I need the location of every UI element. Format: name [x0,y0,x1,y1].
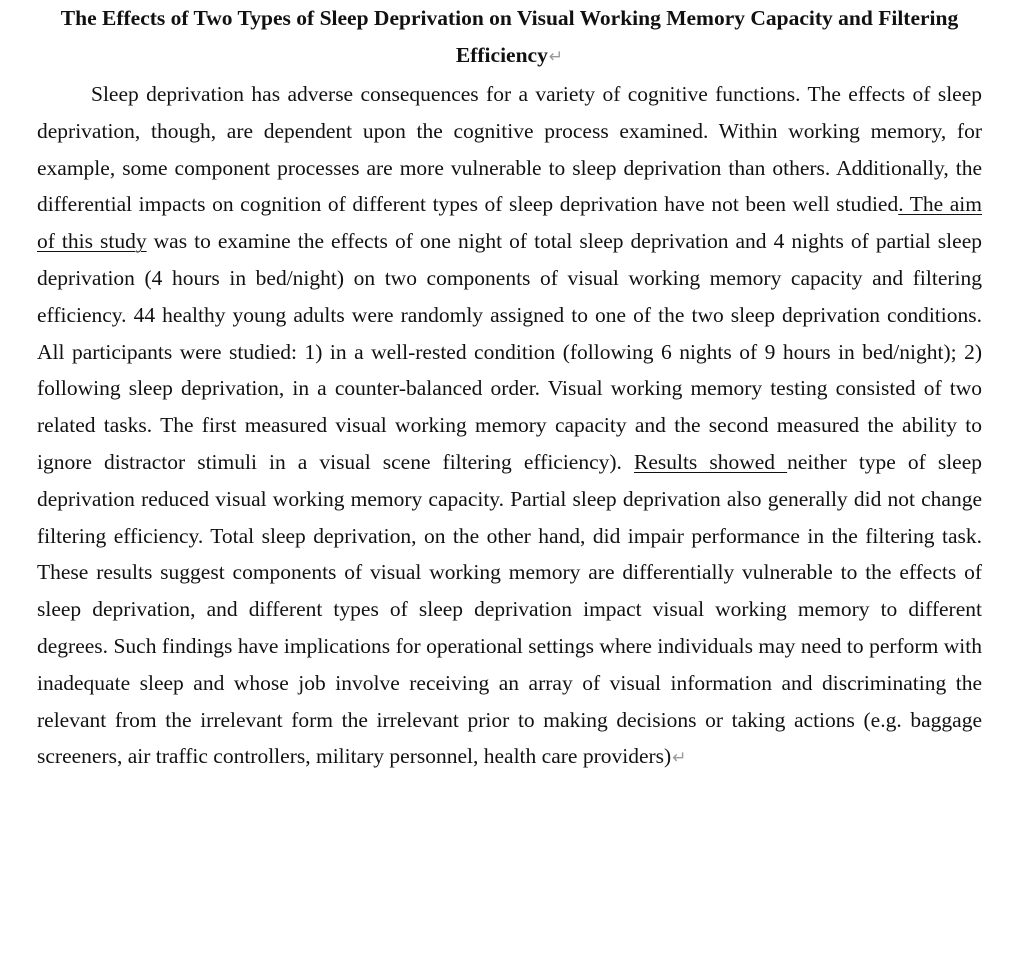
abstract-underlined-results: Results showed [633,449,788,474]
abstract-paragraph [37,76,982,777]
abstract-text-part3: neither type of sleep deprivation reduced visual working memory capacity. Partial sleep deprivation also generally did not change filtering efficiency. Total sleep deprivation, on the other hand, did impair performance in the filtering task. These results suggest components of visual working memory are differentially vulnerable to the effects of sleep deprivation, and different types of sleep deprivation impact visual working memory to different degrees. Such findings have implications for operational settings where individuals may need to perform with inadequate sleep and whose job involve receiving an array of visual information and discriminating the relevant from the irrelevant form the irrelevant prior to making decisions or taking actions (e.g. baggage screeners, air traffic controllers, military personnel, health care providers) [37,449,983,769]
abstract-underlined-aim: . The aim of this study [37,192,982,254]
document-title [37,0,982,76]
document-page [37,0,982,777]
abstract-text-part2: was to examine the effects of one night of total sleep deprivation and 4 nights of partial sleep deprivation (4 hours in bed/night) on two components of visual working memory capacity and filtering efficiency. 44 healthy young adults were randomly assigned to one of the two sleep deprivation conditions. All participants were studied: 1) in a well-rested condition (following 6 nights of 9 hours in bed/night); 2) following sleep deprivation, in a counter-balanced order. Visual working memory testing consisted of two related tasks. The first measured visual working memory capacity and the second measured the ability to ignore distractor stimuli in a visual scene filtering efficiency). [37,229,982,474]
title-text: The Effects of Two Types of Sleep Deprivation on Visual Working Memory Capacity and Filtering Efficiency [60,6,959,67]
abstract-text-part1: Sleep deprivation has adverse consequences for a variety of cognitive functions. The effects of sleep deprivation, though, are dependent upon the cognitive process examined. Within working memory, for example, some component processes are more vulnerable to sleep deprivation than others. Additionally, the differential impacts on cognition of different types of sleep deprivation have not been well studied [37,82,982,217]
paragraph-mark-icon: ↵ [548,47,564,67]
paragraph-mark-icon: ↵ [672,748,687,769]
